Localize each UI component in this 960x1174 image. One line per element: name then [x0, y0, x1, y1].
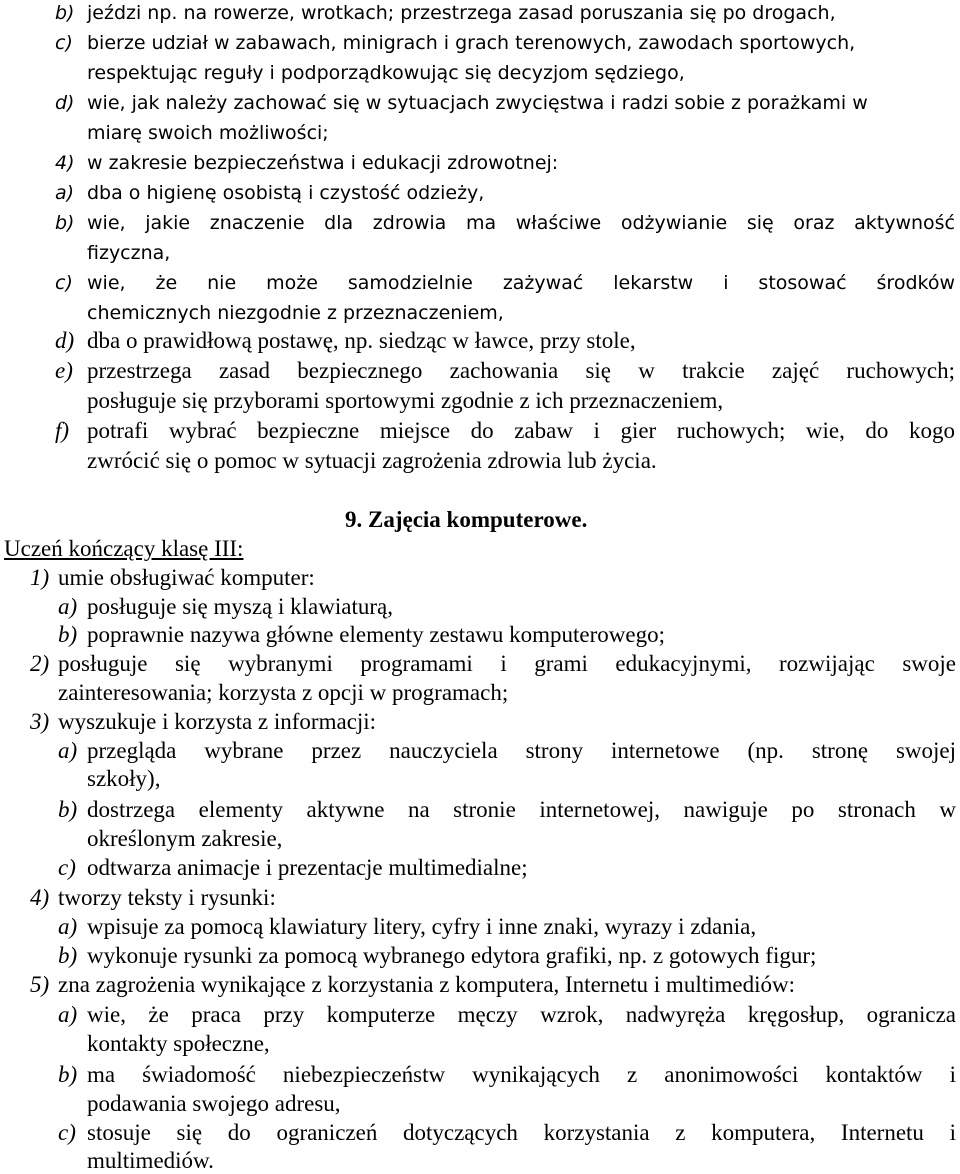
- item-text-continued: chemicznych niezgodnie z przeznaczeniem,: [87, 302, 504, 324]
- item-label: a): [58, 914, 78, 939]
- item-label: 3): [30, 709, 50, 734]
- item-label: b): [55, 212, 75, 234]
- item-label: 4): [55, 152, 75, 174]
- item-text: dba o higienę osobistą i czystość odzieży,: [87, 182, 485, 204]
- item-text: stosuje się do ograniczeń dotyczących korzystania z komputera, Internetu i: [87, 1120, 956, 1145]
- item-text-continued: multimediów.: [87, 1148, 214, 1173]
- item-text: wie, że nie może samodzielnie zażywać lekarstw i stosować środków: [87, 272, 955, 294]
- item-text: zna zagrożenia wynikające z korzystania z komputera, Internetu i multimediów:: [58, 972, 795, 997]
- item-text-continued: fizyczna,: [87, 242, 171, 264]
- item-text: poprawnie nazywa główne elementy zestawu komputerowego;: [87, 622, 665, 647]
- item-label: c): [55, 272, 73, 294]
- item-text-continued: zainteresowania; korzysta z opcji w programach;: [58, 680, 509, 705]
- item-label: c): [58, 855, 76, 880]
- item-text-continued: posługuje się przyborami sportowymi zgodnie z ich przeznaczeniem,: [87, 388, 724, 413]
- item-text-continued: respektując reguły i podporządkowując się decyzjom sędziego,: [87, 62, 685, 84]
- item-label: f): [55, 418, 70, 443]
- item-text: w zakresie bezpieczeństwa i edukacji zdrowotnej:: [87, 152, 559, 174]
- section-subheading: Uczeń kończący klasę III:: [4, 536, 244, 561]
- item-label: d): [55, 92, 75, 114]
- item-text: wykonuje rysunki za pomocą wybranego edytora grafiki, np. z gotowych figur;: [87, 943, 817, 968]
- item-text-continued: miarę swoich możliwości;: [87, 122, 329, 144]
- item-label: c): [55, 32, 73, 54]
- item-text: bierze udział w zabawach, minigrach i grach terenowych, zawodach sportowych,: [87, 32, 856, 54]
- item-text: posługuje się wybranymi programami i grami edukacyjnymi, rozwijając swoje: [58, 651, 956, 676]
- item-label: 1): [30, 565, 50, 590]
- item-label: d): [55, 328, 75, 353]
- item-text-continued: określonym zakresie,: [87, 826, 283, 851]
- item-text: tworzy teksty i rysunki:: [58, 885, 276, 910]
- item-text: przegląda wybrane przez nauczyciela strony internetowe (np. stronę swojej: [87, 738, 956, 763]
- item-label: b): [58, 797, 78, 822]
- item-text: jeździ np. na rowerze, wrotkach; przestrzega zasad poruszania się po drogach,: [87, 2, 836, 24]
- item-text: wie, jak należy zachować się w sytuacjach zwycięstwa i radzi sobie z porażkami w: [87, 92, 868, 114]
- item-text: umie obsługiwać komputer:: [58, 565, 315, 590]
- item-label: 4): [30, 885, 50, 910]
- item-text: wie, jakie znaczenie dla zdrowia ma właściwe odżywianie się oraz aktywność: [87, 212, 955, 234]
- item-label: 5): [30, 972, 50, 997]
- item-text: przestrzega zasad bezpiecznego zachowania się w trakcie zajęć ruchowych;: [87, 358, 955, 383]
- item-text: posługuje się myszą i klawiaturą,: [87, 594, 393, 619]
- item-text: potrafi wybrać bezpieczne miejsce do zabaw i gier ruchowych; wie, do kogo: [87, 418, 955, 443]
- item-label: b): [55, 2, 75, 24]
- item-text: dba o prawidłową postawę, np. siedząc w ławce, przy stole,: [87, 328, 636, 353]
- item-label: a): [55, 182, 75, 204]
- item-label: a): [58, 1002, 78, 1027]
- item-label: b): [58, 943, 78, 968]
- section-heading: 9. Zajęcia komputerowe.: [345, 507, 588, 532]
- item-text: wie, że praca przy komputerze męczy wzrok, nadwyręża kręgosłup, ogranicza: [87, 1002, 956, 1027]
- item-label: b): [58, 1062, 78, 1087]
- item-text: wyszukuje i korzysta z informacji:: [58, 709, 377, 734]
- item-text: odtwarza animacje i prezentacje multimedialne;: [87, 855, 528, 880]
- item-text-continued: szkoły),: [87, 766, 161, 791]
- item-label: b): [58, 622, 78, 647]
- item-text: wpisuje za pomocą klawiatury litery, cyfry i inne znaki, wyrazy i zdania,: [87, 914, 757, 939]
- item-text-continued: zwrócić się o pomoc w sytuacji zagrożenia zdrowia lub życia.: [87, 448, 657, 473]
- item-label: c): [58, 1120, 76, 1145]
- item-text-continued: kontakty społeczne,: [87, 1031, 270, 1056]
- item-text-continued: podawania swojego adresu,: [87, 1091, 341, 1116]
- item-label: e): [55, 358, 73, 383]
- item-label: 2): [30, 651, 50, 676]
- item-label: a): [58, 738, 78, 763]
- item-text: ma świadomość niebezpieczeństw wynikających z anonimowości kontaktów i: [87, 1062, 956, 1087]
- item-label: a): [58, 594, 78, 619]
- item-text: dostrzega elementy aktywne na stronie internetowej, nawiguje po stronach w: [87, 797, 956, 822]
